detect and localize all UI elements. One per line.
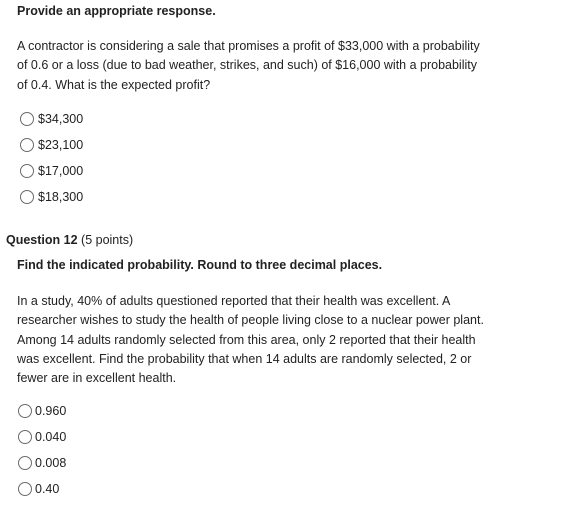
- question-11-instruction: Provide an appropriate response.: [17, 4, 216, 18]
- question-12-heading: [6, 233, 133, 247]
- answer-option-label: 0.008: [35, 456, 67, 470]
- question-11-body-line: of 0.4. What is the expected profit?: [17, 77, 211, 92]
- answer-option[interactable]: [20, 136, 83, 154]
- question-12-body: [17, 292, 484, 388]
- radio-button-icon[interactable]: [20, 164, 34, 178]
- answer-option-label: $18,300: [38, 190, 84, 204]
- question-12-points: (5 points): [81, 233, 134, 247]
- answer-option-label: $34,300: [38, 112, 84, 126]
- answer-option[interactable]: [18, 402, 66, 420]
- question-11-options: [20, 110, 83, 206]
- answer-option[interactable]: [20, 110, 83, 128]
- answer-option-label: $17,000: [38, 164, 84, 178]
- question-12-body-line: researcher wishes to study the health of people living close to a nuclear power plant.: [17, 313, 484, 328]
- radio-button-icon[interactable]: [18, 404, 32, 418]
- radio-button-icon[interactable]: [20, 138, 34, 152]
- radio-button-icon[interactable]: [18, 456, 32, 470]
- question-12-title: Question 12: [6, 233, 78, 247]
- answer-option[interactable]: [18, 454, 66, 472]
- question-12-options: [18, 402, 66, 498]
- question-12-body-line: was excellent. Find the probability that when 14 adults are randomly selected, 2 or: [17, 351, 472, 366]
- question-11-body-line: A contractor is considering a sale that promises a profit of $33,000 with a probability: [17, 39, 480, 53]
- question-12-body-line: fewer are in excellent health.: [17, 371, 177, 386]
- answer-option-label: 0.040: [35, 430, 67, 444]
- answer-option[interactable]: [20, 188, 83, 206]
- answer-option-label: 0.40: [35, 482, 60, 496]
- question-12-body-line: In a study, 40% of adults questioned reported that their health was excellent. A: [17, 294, 451, 308]
- question-12-body-line: Among 14 adults randomly selected from this area, only 2 reported that their health: [17, 332, 476, 347]
- question-11-body: [17, 37, 480, 95]
- answer-option-label: 0.960: [35, 404, 67, 418]
- answer-option[interactable]: [18, 480, 66, 498]
- question-12-instruction: Find the indicated probability. Round to three decimal places.: [17, 258, 383, 272]
- radio-button-icon[interactable]: [18, 482, 32, 496]
- radio-button-icon[interactable]: [20, 190, 34, 204]
- radio-button-icon[interactable]: [18, 430, 32, 444]
- answer-option-label: $23,100: [38, 138, 84, 152]
- question-11-body-line: of 0.6 or a loss (due to bad weather, strikes, and such) of $16,000 with a probability: [17, 58, 477, 73]
- answer-option[interactable]: [20, 162, 83, 180]
- answer-option[interactable]: [18, 428, 66, 446]
- radio-button-icon[interactable]: [20, 112, 34, 126]
